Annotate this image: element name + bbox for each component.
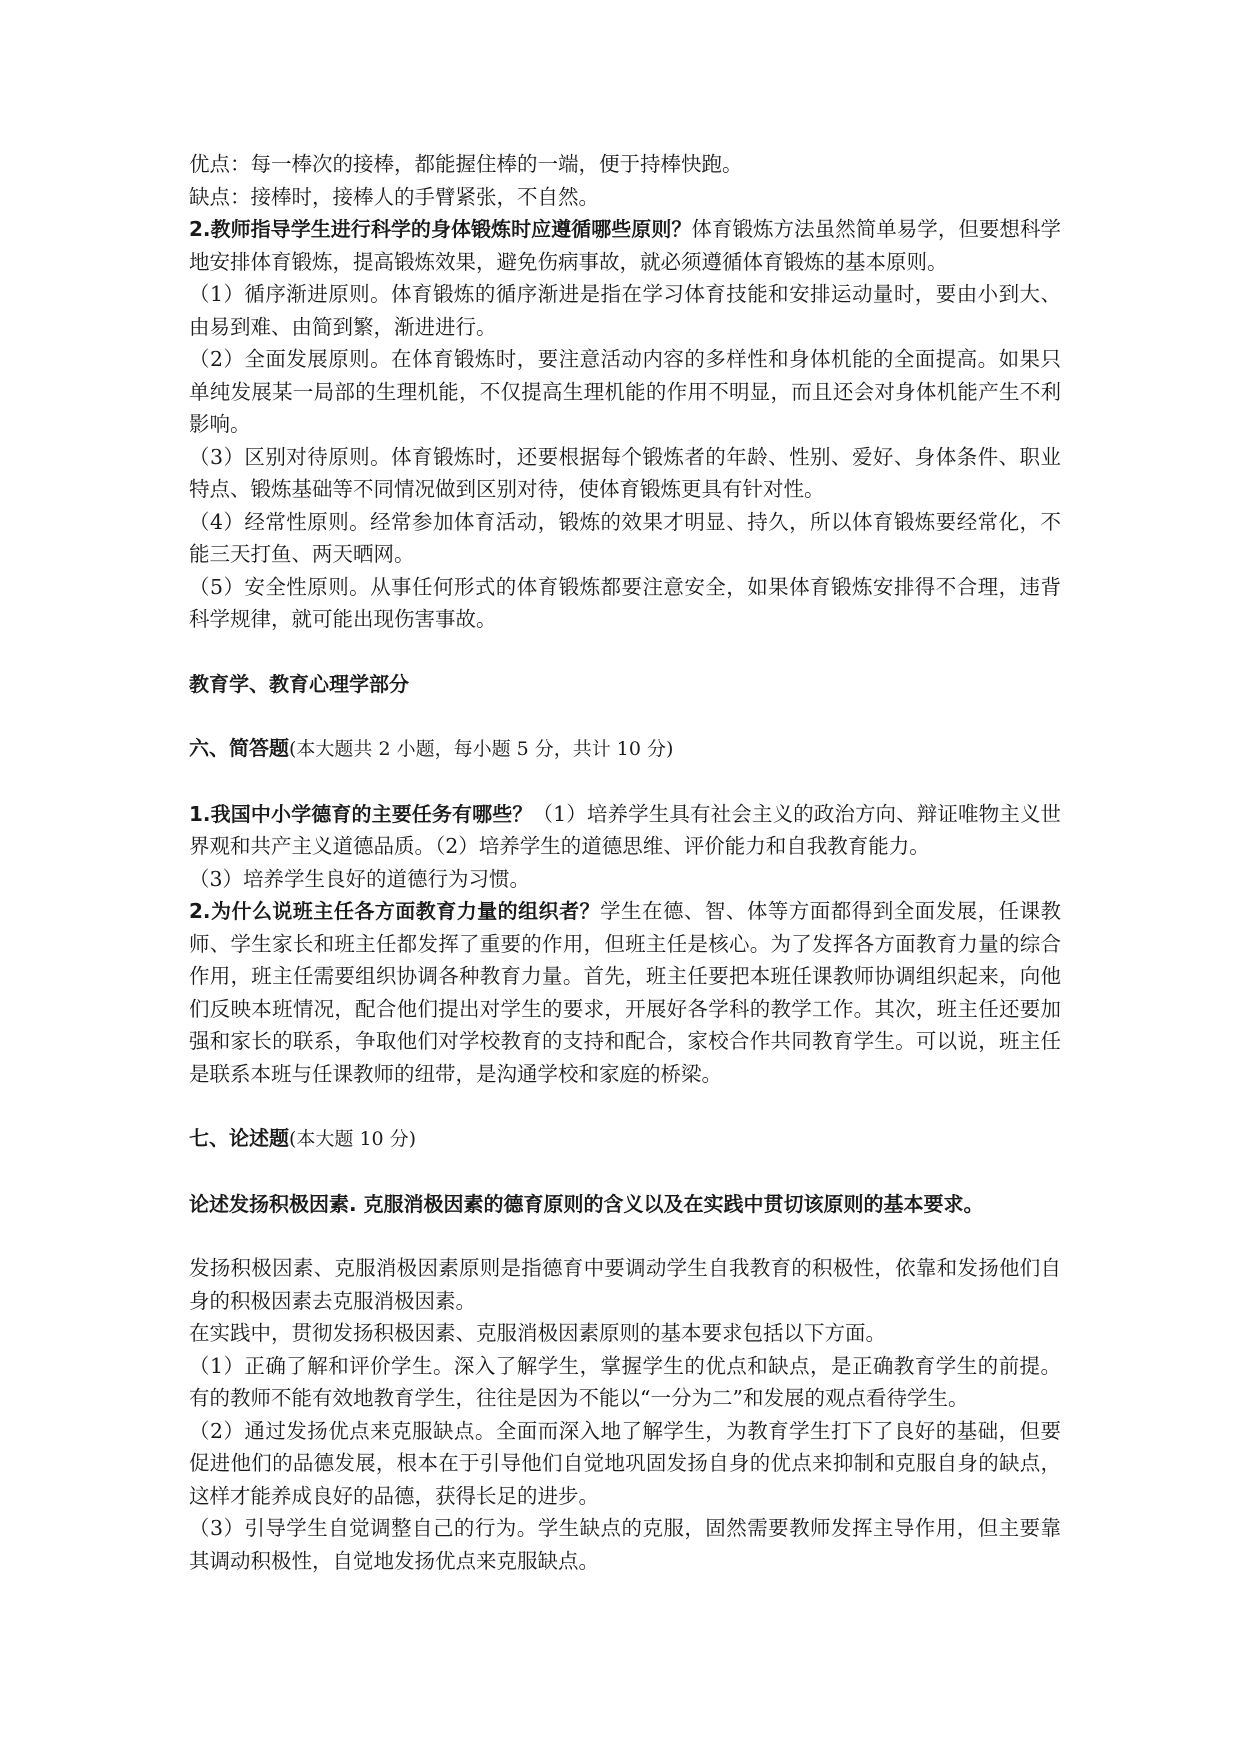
q1-answer: （1）培养学生具有社会主义的政治方向、辩证唯物主义世界观和共产主义道德品质。（2）培养学生的道德思维、评价能力和自我教育能力。 xyxy=(189,801,1061,858)
part7-item-3: （3）引导学生自觉调整自己的行为。学生缺点的克服，固然需要教师发挥主导作用，但主要靠其调动积极性，自觉地发扬优点来克服缺点。 xyxy=(189,1516,1061,1573)
part6-note: (本大题共 2 小题，每小题 5 分，共计 10 分) xyxy=(289,738,674,760)
pe-item-2: （2）全面发展原则。在体育锻炼时，要注意活动内容的多样性和身体机能的全面提高。如果只单纯发展某一局部的生理机能，不仅提高生理机能的作用不明显，而且还会对身体机能产生不利影响。 xyxy=(189,347,1061,436)
pro-line: 优点：每一棒次的接棒，都能握住棒的一端，便于持棒快跑。 xyxy=(189,152,743,176)
q2-answer: 学生在德、智、体等方面都得到全面发展，任课教师、学生家长和班主任都发挥了重要的作用，但班主任是核心。为了发挥各方面教育力量的综合作用，班主任需要组织协调各种教育力量。首先，班主任要把本班任课教师协调组织起来，向他们反映本班情况，配合他们提出对学生的要求，开展好各学科的教学工作。其次，班主任还要加强和家长的联系，争取他们对学校教育的支持和配合，家校合作共同教育学生。可以说，班主任是联系本班与任课教师的纽带，是沟通学校和家庭的桥梁。 xyxy=(189,899,1062,1086)
part7-item-1: （1）正确了解和评价学生。深入了解学生，掌握学生的优点和缺点，是正确教育学生的前提。有的教师不能有效地教育学生，往往是因为不能以“一分为二”和发展的观点看待学生。 xyxy=(189,1353,1061,1410)
pe-question: 2.教师指导学生进行科学的身体锻炼时应遵循哪些原则？ xyxy=(189,217,692,241)
q1-paragraph xyxy=(189,798,1061,863)
pe-item-1: （1）循序渐进原则。体育锻炼的循序渐进是指在学习体育技能和安排运动量时，要由小到大、由易到难、由简到繁，渐进进行。 xyxy=(189,282,1061,339)
pe-item-3: （3）区别对待原则。体育锻炼时，还要根据每个锻炼者的年龄、性别、爱好、身体条件、职业特点、锻炼基础等不同情况做到区别对待，使体育锻炼更具有针对性。 xyxy=(189,444,1061,501)
part7-para-2: 在实践中，贯彻发扬积极因素、克服消极因素原则的基本要求包括以下方面。 xyxy=(189,1321,886,1345)
part7-heading-line xyxy=(189,1122,1061,1156)
part6-heading-line xyxy=(189,732,1061,766)
pe-intro: 体育锻炼方法虽然简单易学，但要想科学地安排体育锻炼，提高锻炼效果，避免伤病事故，就必须遵循体育锻炼的基本原则。 xyxy=(189,217,1062,274)
part6-heading: 六、简答题 xyxy=(189,736,289,760)
part7-question: 论述发扬积极因素. 克服消极因素的德育原则的含义以及在实践中贯切该原则的基本要求。 xyxy=(189,1191,984,1216)
q2-paragraph xyxy=(189,895,1061,1090)
section-title: 教育学、教育心理学部分 xyxy=(189,671,409,696)
q2-question: 2.为什么说班主任各方面教育力量的组织者？ xyxy=(189,899,601,923)
part7-item-2: （2）通过发扬优点来克服缺点。全面而深入地了解学生，为教育学生打下了良好的基础，但要促进他们的品德发展，根本在于引导他们自觉地巩固发扬自身的优点来抑制和克服自身的缺点，这样才能养成良好的品德，获得长足的进步。 xyxy=(189,1418,1061,1508)
pe-question-paragraph xyxy=(189,213,1061,278)
document-page xyxy=(189,148,1061,1577)
q1-answer-2: （3）培养学生良好的道德行为习惯。 xyxy=(189,866,531,891)
pe-item-4: （4）经常性原则。经常参加体育活动，锻炼的效果才明显、持久，所以体育锻炼要经常化，不能三天打鱼、两天晒网。 xyxy=(189,509,1061,566)
con-line: 缺点：接棒时，接棒人的手臂紧张，不自然。 xyxy=(189,184,599,209)
part7-heading: 七、论述题 xyxy=(189,1126,289,1150)
part7-note: (本大题 10 分) xyxy=(289,1128,417,1150)
part7-para-1: 发扬积极因素、克服消极因素原则是指德育中要调动学生自我教育的积极性，依靠和发扬他们自身的积极因素去克服消极因素。 xyxy=(189,1256,1061,1313)
q1-question: 1.我国中小学德育的主要任务有哪些？ xyxy=(189,801,533,826)
pe-item-5: （5）安全性原则。从事任何形式的体育锻炼都要注意安全，如果体育锻炼安排得不合理，违背科学规律，就可能出现伤害事故。 xyxy=(189,574,1061,631)
